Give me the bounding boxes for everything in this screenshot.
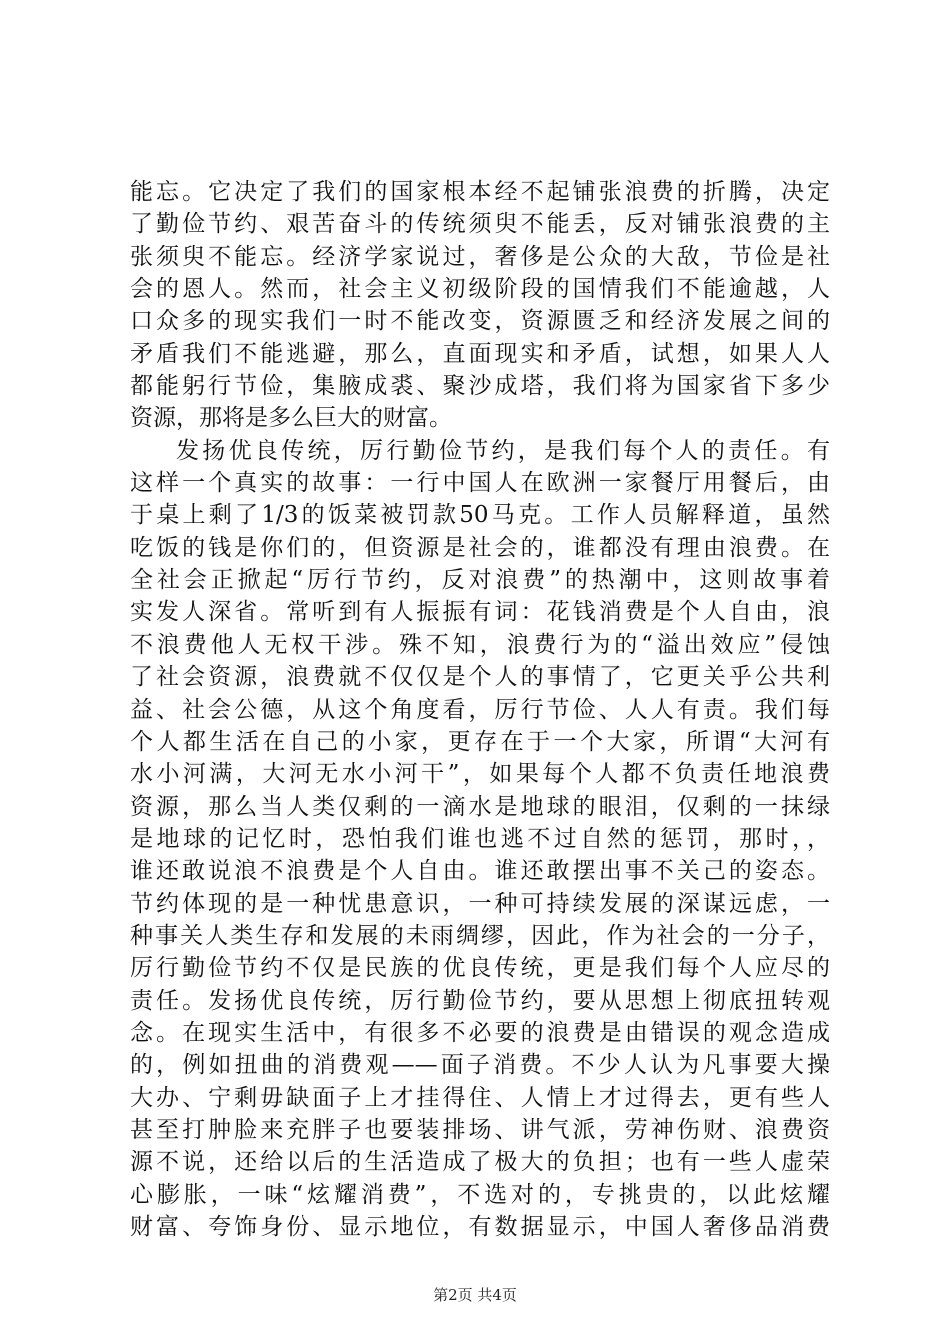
text-line: 资源，那么当人类仅剩的一滴水是地球的眼泪，仅剩的一抹绿: [130, 793, 830, 820]
text-line: 大办、宁剩毋缺面子上才挂得住、人情上才过得去，更有些人: [130, 1084, 830, 1111]
text-line: 于桌上剩了1/3的饭菜被罚款50马克。工作人员解释道，虽然: [130, 502, 830, 529]
text-line: 是地球的记忆时，恐怕我们谁也逃不过自然的惩罚，那时，，: [130, 825, 830, 852]
text-line: 财富、夸饰身份、显示地位，有数据显示，中国人奢侈品消费: [130, 1214, 830, 1240]
text-line: 口众多的现实我们一时不能改变，资源匮乏和经济发展之间的: [130, 308, 830, 335]
text-line: 资源，那将是多么巨大的财富。: [130, 405, 452, 432]
text-line: 张须臾不能忘。经济学家说过，奢侈是公众的大敌，节俭是社: [130, 243, 830, 270]
text-line: 吃饭的钱是你们的，但资源是社会的，谁都没有理由浪费。在: [130, 534, 830, 561]
text-line: 节约体现的是一种忧患意识，一种可持续发展的深谋远虑，一: [130, 890, 830, 917]
text-line: 实发人深省。常听到有人振振有词：花钱消费是个人自由，浪: [130, 599, 830, 626]
body-text: [130, 176, 830, 1243]
text-line: 全社会正掀起“厉行节约，反对浪费”的热潮中，这则故事着: [130, 567, 830, 594]
text-line: 水小河满，大河无水小河干”，如果每个人都不负责任地浪费: [130, 761, 830, 788]
text-line: 的，例如扭曲的消费观——面子消费。不少人认为凡事要大操: [130, 1052, 830, 1079]
text-line: 念。在现实生活中，有很多不必要的浪费是由错误的观念造成: [130, 1019, 830, 1046]
text-line: 会的恩人。然而，社会主义初级阶段的国情我们不能逾越，人: [130, 276, 830, 303]
text-line: 个人都生活在自己的小家，更存在于一个大家，所谓“大河有: [130, 728, 830, 755]
text-line: 种事关人类生存和发展的未雨绸缪，因此，作为社会的一分子，: [130, 922, 830, 949]
text-line: 这样一个真实的故事：一行中国人在欧洲一家餐厅用餐后，由: [130, 470, 830, 497]
text-line: 能忘。它决定了我们的国家根本经不起铺张浪费的折腾，决定: [130, 179, 830, 205]
text-line: 甚至打肿脸来充胖子也要装排场、讲气派，劳神伤财、浪费资: [130, 1116, 830, 1143]
text-line: 益、社会公德，从这个角度看，厉行节俭、人人有责。我们每: [130, 696, 830, 723]
text-line: 了勤俭节约、艰苦奋斗的传统须臾不能丢，反对铺张浪费的主: [130, 211, 830, 238]
text-line: 厉行勤俭节约不仅是民族的优良传统，更是我们每个人应尽的: [130, 955, 830, 982]
text-line: 心膨胀，一味“炫耀消费”，不选对的，专挑贵的，以此炫耀: [130, 1181, 830, 1208]
text-line: 责任。发扬优良传统，厉行勤俭节约，要从思想上彻底扭转观: [130, 987, 830, 1014]
text-line: 发扬优良传统，厉行勤俭节约，是我们每个人的责任。有: [176, 437, 830, 464]
text-line: 不浪费他人无权干涉。殊不知，浪费行为的“溢出效应”侵蚀: [130, 631, 830, 658]
text-line: 谁还敢说浪不浪费是个人自由。谁还敢摆出事不关己的姿态。: [130, 858, 830, 885]
text-line: 都能躬行节俭，集腋成裘、聚沙成塔，我们将为国家省下多少: [130, 373, 830, 400]
text-line: 源不说，还给以后的生活造成了极大的负担；也有一些人虚荣: [130, 1149, 830, 1176]
page-number-footer: 第2页 共4页: [433, 1286, 517, 1304]
text-line: 矛盾我们不能逃避，那么，直面现实和矛盾，试想，如果人人: [130, 340, 830, 367]
text-line: 了社会资源，浪费就不仅仅是个人的事情了，它更关乎公共利: [130, 664, 830, 691]
